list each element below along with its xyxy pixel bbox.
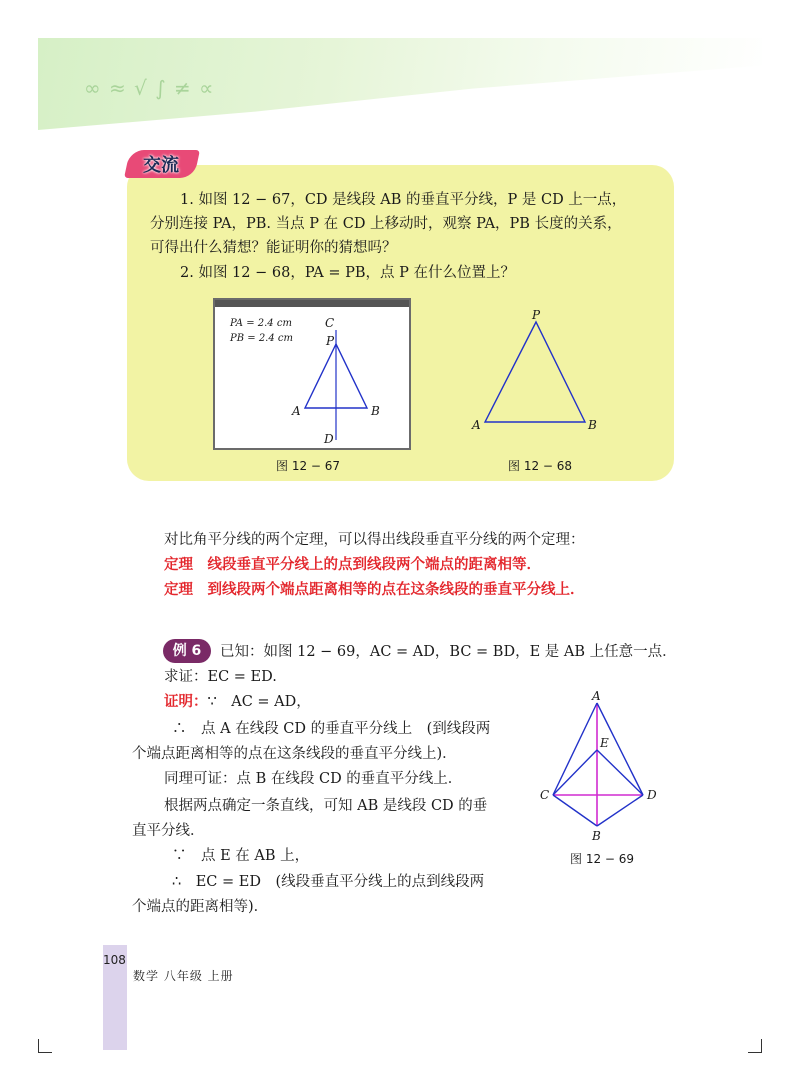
- banner-decoration: ∞ ≈ √ ∫ ≠ ∝: [84, 76, 215, 100]
- fig69-label-b: B: [592, 829, 601, 843]
- fig67-label-c: C: [325, 316, 335, 330]
- example-badge: 例 6: [163, 639, 211, 663]
- fig67-label-p: P: [326, 334, 335, 348]
- fig69-line-ed: [597, 750, 643, 795]
- exchange-line-1: 1. 如图 12 − 67，CD 是线段 AB 的垂直平分线，P 是 CD 上一点，: [180, 192, 627, 208]
- figure-12-67-caption: 图 12 − 67: [276, 459, 341, 473]
- proof-line-2: 个端点距离相等的点在这条线段的垂直平分线上)．: [132, 746, 457, 762]
- fig67-label-d: D: [324, 432, 334, 446]
- measure-pa: PA = 2.4 cm: [230, 318, 292, 329]
- fig69-line-ac: [553, 703, 597, 795]
- fig69-line-bc: [553, 795, 597, 826]
- fig67-label-b: B: [371, 404, 380, 418]
- fig69-line-bd: [597, 795, 643, 826]
- fig69-label-e: E: [600, 736, 609, 750]
- fig67-label-a: A: [292, 404, 301, 418]
- theorem-2: 定理 到线段两个端点距离相等的点在这条线段的垂直平分线上．: [164, 582, 585, 598]
- proof-line-6: ∵ 点 E 在 AB 上，: [172, 848, 310, 864]
- fig69-label-a: A: [592, 689, 601, 703]
- fig68-label-b: B: [588, 418, 597, 432]
- fig69-label-d: D: [647, 788, 657, 802]
- proof-line-8: 个端点的距离相等)．: [132, 899, 269, 915]
- example-prove: 求证：EC = ED.: [164, 669, 277, 685]
- proof-line-5: 直平分线．: [132, 823, 205, 839]
- fig68-label-p: P: [532, 308, 541, 322]
- exchange-line-4: 2. 如图 12 − 68，PA = PB，点 P 在什么位置上？: [180, 265, 515, 281]
- proof-label: 证明：: [164, 694, 208, 710]
- measure-pb: PB = 2.4 cm: [230, 333, 293, 344]
- figure-12-69-caption: 图 12 − 69: [570, 852, 635, 866]
- figure-12-68-caption: 图 12 − 68: [508, 459, 573, 473]
- proof-line-7: ∴ EC = ED (线段垂直平分线上的点到线段两: [172, 874, 485, 890]
- fig69-line-ec: [553, 750, 597, 795]
- proof-line-4: 根据两点确定一条直线，可知 AB 是线段 CD 的垂: [164, 798, 488, 814]
- book-title: 数学 八年级 上册: [133, 969, 234, 983]
- exchange-badge-label: 交流: [143, 155, 179, 176]
- proof-line-3: 同理可证：点 B 在线段 CD 的垂直平分线上．: [164, 771, 463, 787]
- intro-paragraph: 对比角平分线的两个定理，可以得出线段垂直平分线的两个定理：: [164, 532, 585, 548]
- theorem-1: 定理 线段垂直平分线上的点到线段两个端点的距离相等．: [164, 557, 541, 573]
- example-given: 已知：如图 12 − 69，AC = AD，BC = BD，E 是 AB 上任意一点．: [220, 644, 677, 660]
- proof-line-1: ∴ 点 A 在线段 CD 的垂直平分线上 (到线段两: [172, 721, 491, 737]
- exchange-line-2: 分别连接 PA，PB. 当点 P 在 CD 上移动时，观察 PA，PB 长度的关系，: [150, 216, 622, 232]
- exchange-line-3: 可得出什么猜想？能证明你的猜想吗？: [150, 240, 397, 256]
- fig69-label-c: C: [540, 788, 550, 802]
- fig68-label-a: A: [472, 418, 481, 432]
- proof-first: ∵ AC = AD，: [207, 694, 311, 710]
- page-number: 108: [103, 953, 126, 967]
